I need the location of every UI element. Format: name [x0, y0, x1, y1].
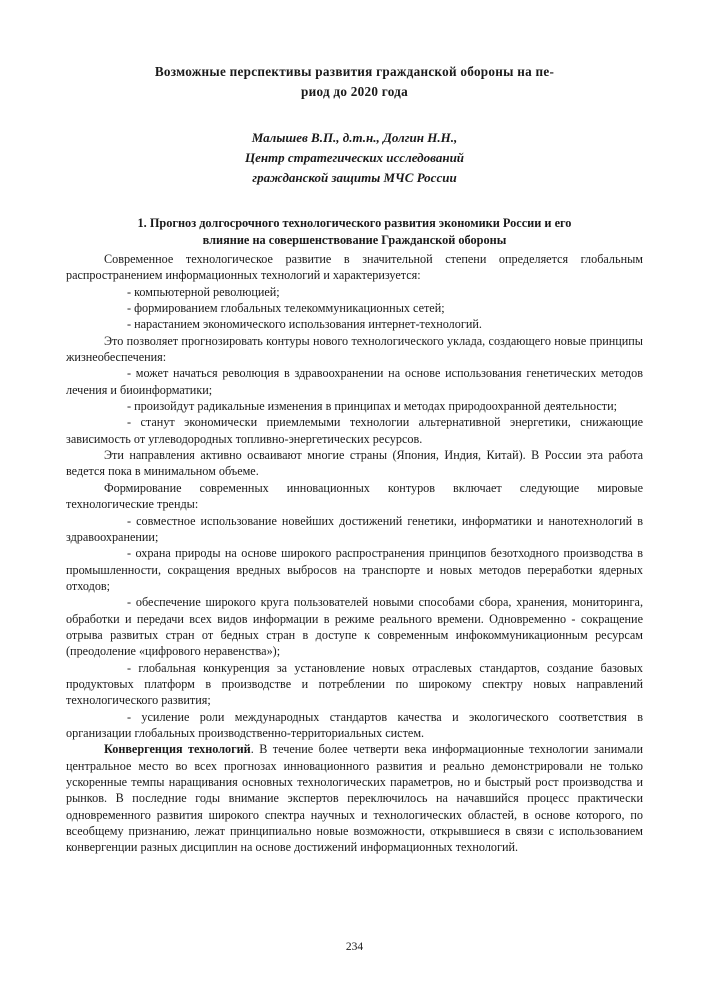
- body-text: [66, 249, 643, 856]
- body-bullet-paragraph: - нарастанием экономического использования интернет-технологий.: [127, 317, 482, 332]
- body-bullet-paragraph: - совместное использование новейших достижений генетики, информатики и нанотехнологий в здравоохранении;: [66, 513, 643, 544]
- page-title: [66, 0, 643, 102]
- body-bullet-paragraph: - глобальная конкуренция за установление новых отраслевых стандартов, создание базовых продуктовых платформ в производстве и потреблении по широкому спектру новых направлений технологического развития;: [66, 660, 643, 708]
- section-heading: [66, 188, 643, 249]
- body-paragraph: Современное технологическое развитие в значительной степени определяется глобальным распространением информационных технологий и характеризуется:: [66, 252, 643, 283]
- body-bullet-paragraph: - произойдут радикальные изменения в принципах и методах природоохранной деятельности;: [127, 399, 618, 414]
- author-block: [66, 102, 643, 188]
- body-paragraph: Это позволяет прогнозировать контуры нового технологического уклада, создающего новые принципы жизнеобеспечения:: [66, 333, 643, 365]
- paragraph-text: . В течение более четверти века информационные технологии занимали центральное место во всех прогнозах инновационного развития и реально демонстрировали не только ускоренные темпы наращивания основных технологических параметров, но и быстрый рост производства и рынков. В последние годы внимание экспертов переключилось на начавшийся процесс практически одновременного развития широкого спектра научных и технологических областей, в основе которого, по всеобщему признанию, лежат принципиально новые возможности, открывшиеся в связи с использованием конвергенции разных дисциплин на основе достижений информационных технологий.: [66, 742, 643, 855]
- body-paragraph: Формирование современных инновационных контуров включает следующие мировые технологические тренды:: [66, 480, 643, 512]
- body-bullet-paragraph: - компьютерной революцией;: [127, 284, 280, 299]
- body-paragraph: Эти направления активно осваивают многие страны (Япония, Индия, Китай). В России эта работа ведется пока в минимальном объеме.: [66, 448, 643, 479]
- author-affiliation-line-1: Центр стратегических исследований: [244, 150, 465, 165]
- page-number: 234: [345, 941, 364, 953]
- title-line-1: Возможные перспективы развития гражданской обороны на пе-: [154, 64, 555, 79]
- page-content: [66, 0, 643, 856]
- body-bullet-paragraph: - может начаться революция в здравоохранении на основе использования генетических методов лечения и биоинформатики;: [66, 366, 643, 397]
- body-paragraph: [66, 741, 643, 855]
- author-line-1: Малышев В.П., д.т.н., Долгин Н.Н.,: [251, 130, 458, 145]
- body-bullet-paragraph: - станут экономически приемлемыми технологии альтернативной энергетики, снижающие зависимость от углеводородных топливно-энергетических ресурсов.: [66, 415, 643, 446]
- paragraph-lead-term: Конвергенция технологий: [104, 742, 251, 757]
- body-bullet-paragraph: - усиление роли международных стандартов качества и экологического соответствия в организации глобальных производственно-территориальных систем.: [66, 709, 643, 740]
- section-heading-line-2: влияние на совершенствование Гражданской обороны: [202, 233, 507, 247]
- body-bullet-paragraph: - охрана природы на основе широкого распространения принципов безотходного производства в промышленности, сокращения вредных выбросов на транспорте и новых методов переработки ядерных отходов;: [66, 546, 643, 593]
- author-affiliation-line-2: гражданской защиты МЧС России: [252, 170, 457, 185]
- body-bullet-paragraph: - формированием глобальных телекоммуникационных сетей;: [127, 301, 445, 316]
- section-heading-line-1: 1. Прогноз долгосрочного технологического развития экономики России и его: [137, 216, 572, 230]
- title-line-2: риод до 2020 года: [301, 84, 408, 99]
- body-bullet-paragraph: - обеспечение широкого круга пользователей новыми способами сбора, хранения, мониторинга, обработки и передачи всех видов информации в режиме реального времени. Одновременно - сокращение отрыва развитых стран от бедных стран в доступе к современным инфокоммуникационным ресурсам (преодоление «цифрового неравенства»);: [66, 595, 643, 659]
